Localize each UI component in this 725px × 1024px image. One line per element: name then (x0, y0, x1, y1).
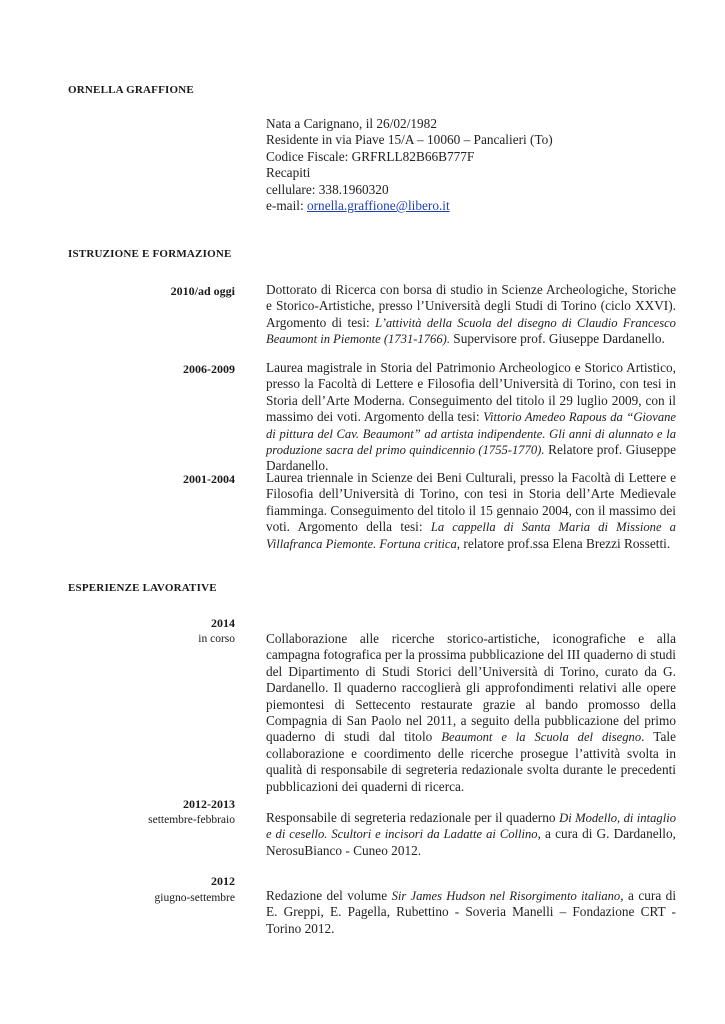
entry-text: Collaborazione alle ricerche storico-artistiche, iconografiche e alla campagna fotografica per la prossima pubblicazione del III quaderno di studi del Dipartimento di Studi Storici dell’Università di Torino, curato da G. Dardanello. Il quaderno raccoglierà gli approfondimenti relativi alle opere piemontesi di Settecento restaurate grazie al bando promosso della Compagnia di San Paolo nel 2011, a seguito della pubblicazione del primo quaderno di studi dal titolo (266, 631, 676, 745)
entry-text: , relatore prof.ssa Elena Brezzi Rossetti. (456, 535, 671, 551)
thesis-title: L’attività della Scuola del disegno di Claudio Francesco Beaumont in Piemonte (1731-1766). (266, 315, 676, 347)
work-date-3: 2012 (211, 874, 235, 888)
candidate-name: ORNELLA GRAFFIONE (68, 84, 194, 96)
entry-text: Responsabile di segreteria redazionale per il quaderno (266, 810, 560, 825)
mobile-number: cellulare: 338.1960320 (266, 181, 389, 197)
thesis-title: La cappella di Santa Maria di Missione a Villafranca Piemonte. Fortuna critica (266, 520, 676, 551)
birth-info: Nata a Carignano, il 26/02/1982 (266, 116, 437, 131)
entry-text: Redazione del volume (266, 888, 392, 903)
education-date-1: 2010/ad oggi (170, 284, 235, 298)
work-period-1: in corso (198, 633, 235, 645)
publication-title: Di Modello, di intaglio e di cesello. Scultori e incisori da Ladatte ai Collino (266, 811, 676, 842)
education-entry-2 (266, 360, 676, 475)
publication-title: Beaumont e la Scuola del disegno (441, 730, 642, 745)
education-date-3: 2001-2004 (183, 472, 235, 486)
work-entry-1 (266, 631, 676, 795)
entry-text: , a cura di E. Greppi, E. Pagella, Rubettino - Soveria Manelli – Fondazione CRT - Torino 2012. (266, 888, 677, 936)
education-entry-1 (266, 282, 676, 348)
entry-text: . Tale collaborazione e coordimento delle ricerche prosegue l’attività svolta in qualità di responsabile di segreteria redazionale svolta durante le precedenti pubblicazioni dei quaderni di ricerca. (266, 729, 676, 794)
personal-info (266, 116, 676, 214)
education-date-2: 2006-2009 (183, 362, 235, 376)
work-entry-2 (266, 810, 676, 859)
work-date-1: 2014 (211, 616, 235, 630)
entry-text: Dottorato di Ricerca con borsa di studio in Scienze Archeologiche, Storiche e Storico-Artistiche, presso l’Università degli Studi di Torino (ciclo XXVI). Argomento di tesi: (266, 282, 676, 330)
entry-text: Supervisore prof. Giuseppe Dardanello. (449, 331, 665, 347)
email-link[interactable]: ornella.graffione@libero.it (306, 198, 450, 214)
contacts-label: Recapiti (266, 165, 311, 181)
work-heading: ESPERIENZE LAVORATIVE (68, 582, 217, 594)
work-period-2: settembre-febbraio (148, 814, 235, 826)
entry-text: Laurea triennale in Scienze dei Beni Culturali, presso la Facoltà di Lettere e Filosofia dell’Università di Torino, con tesi in Storia dell’Arte Medievale fiamminga. Conseguimento del titolo il 15 gennaio 2004, con il massimo dei voti. Argomento della tesi: (266, 470, 676, 535)
education-heading: ISTRUZIONE E FORMAZIONE (68, 248, 232, 260)
residence-info: Residente in via Piave 15/A – 10060 – Pancalieri (To) (266, 132, 553, 148)
email-label: e-mail: (266, 198, 307, 214)
entry-text: Relatore prof. Giuseppe Dardanello. (266, 442, 676, 474)
thesis-title: Vittorio Amedeo Rapous da “Giovane di pittura del Cav. Beaumont” ad artista indipendente. Gli anni di alunnato e la produzione sacra del primo quindicennio (1755-1770). (266, 410, 676, 458)
work-entry-3 (266, 888, 676, 937)
work-period-3: giugno-settembre (154, 892, 235, 904)
entry-text: Laurea magistrale in Storia del Patrimonio Archeologico e Storico Artistico, presso la Facoltà di Lettere e Filosofia dell’Università di Torino, con tesi in Storia dell’Arte Moderna. Conseguimento del titolo il 29 luglio 2009, con il massimo dei voti. Argomento della tesi: (266, 360, 676, 425)
work-date-2: 2012-2013 (183, 797, 235, 811)
entry-text: , a cura di G. Dardanello, NerosuBianco - Cuneo 2012. (266, 826, 676, 858)
tax-code: Codice Fiscale: GRFRLL82B66B777F (266, 148, 475, 164)
education-entry-3 (266, 470, 676, 552)
email-line (266, 198, 676, 214)
publication-title: Sir James Hudson nel Risorgimento italiano (391, 889, 621, 903)
